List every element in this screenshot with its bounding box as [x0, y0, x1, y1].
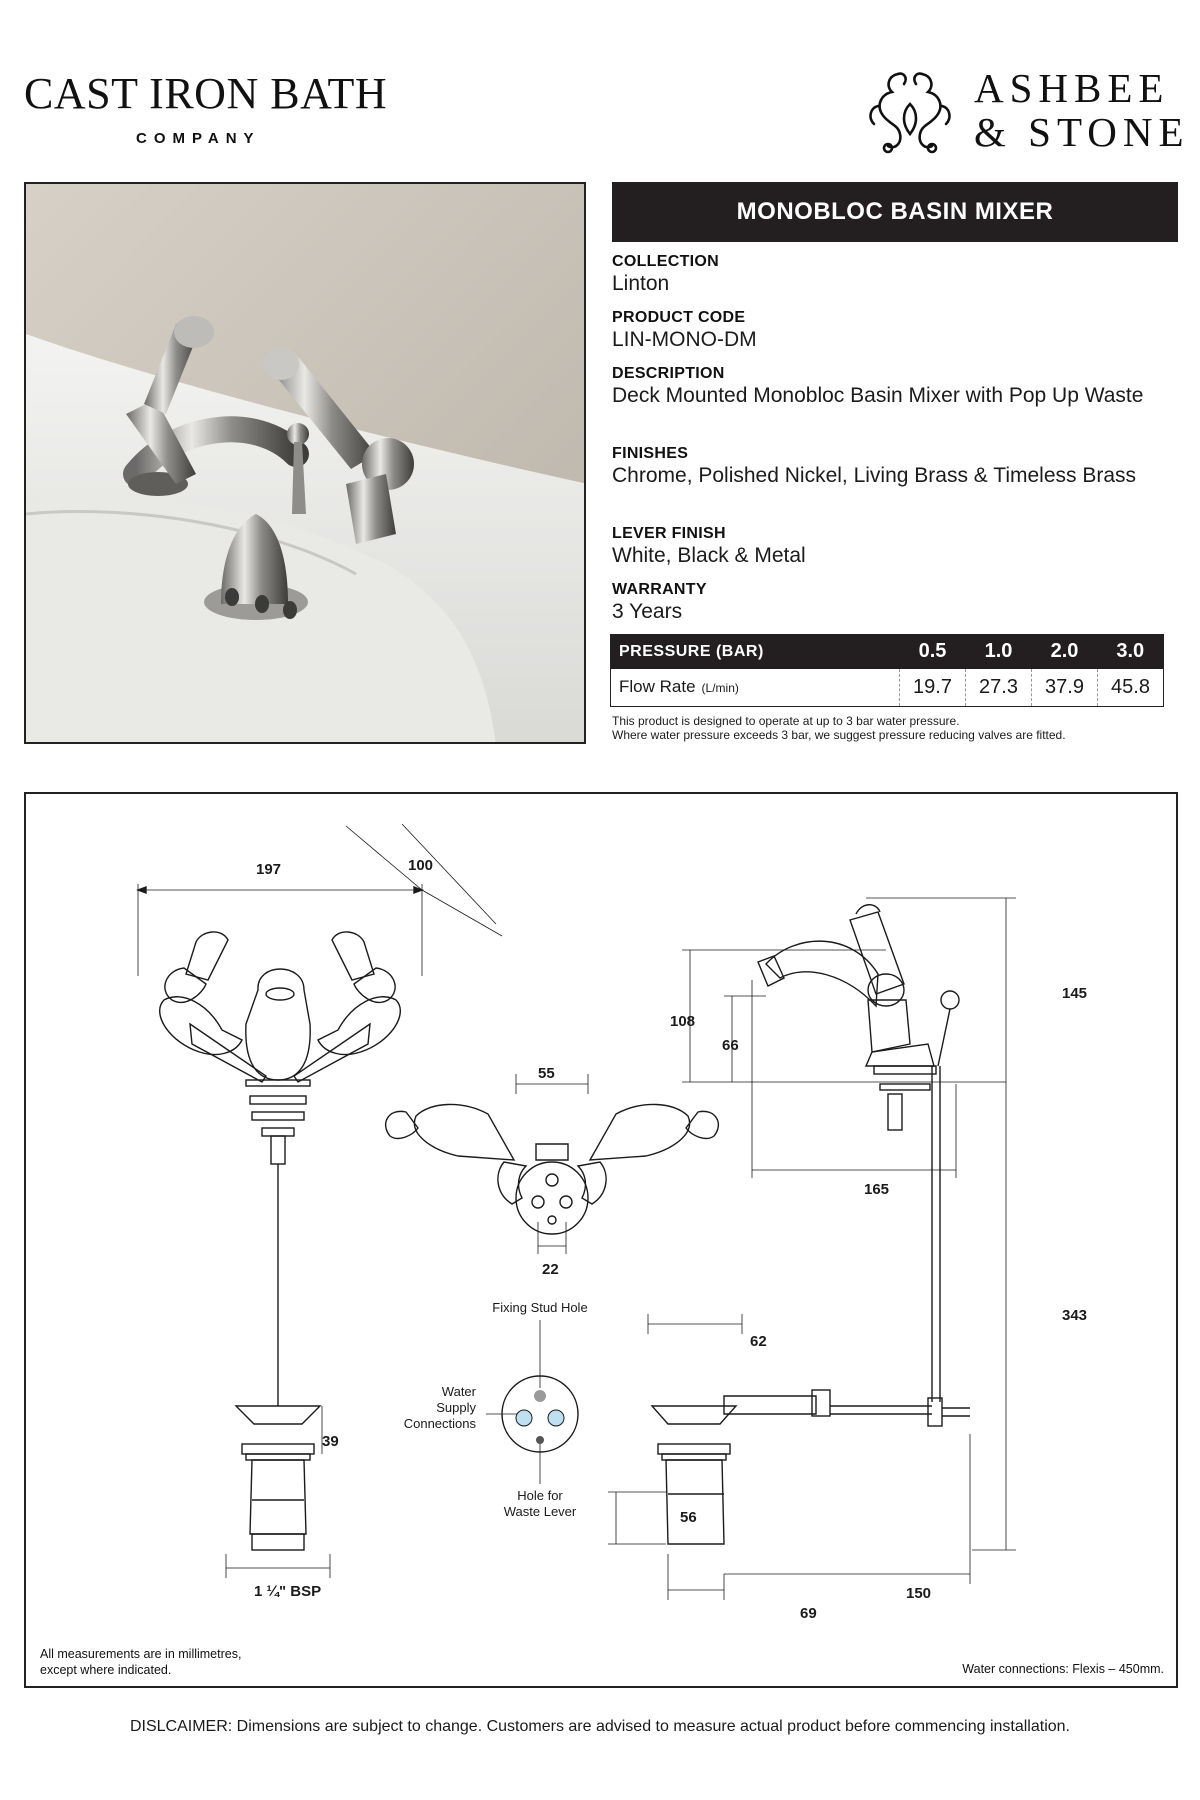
- label-waste-1: Hole for: [517, 1488, 563, 1503]
- seahorse-emblem-icon: [862, 64, 958, 160]
- front-view: [138, 824, 502, 1578]
- top-view: [386, 1074, 719, 1254]
- dim-145: 145: [1062, 985, 1088, 1002]
- spec-value: 3 Years: [612, 600, 683, 623]
- flow-rate-value: 37.9: [1032, 669, 1098, 707]
- measurement-note-line2: except where indicated.: [40, 1663, 172, 1677]
- pressure-value: 3.0: [1098, 635, 1164, 669]
- flow-rate-value: 45.8: [1098, 669, 1164, 707]
- pressure-value: 0.5: [900, 635, 966, 669]
- dim-22: 22: [542, 1261, 559, 1278]
- pressure-value: 2.0: [1032, 635, 1098, 669]
- label-fixing-stud: Fixing Stud Hole: [492, 1300, 588, 1315]
- dim-bsp: 1 ¼" BSP: [254, 1583, 322, 1600]
- dim-56: 56: [680, 1509, 697, 1526]
- pressure-table: [610, 634, 1164, 707]
- spec-label: PRODUCT CODE: [612, 309, 746, 326]
- flow-rate-label: [611, 669, 900, 707]
- spec-label: DESCRIPTION: [612, 365, 725, 382]
- spec-product-code: [612, 308, 1178, 352]
- dim-62: 62: [750, 1333, 767, 1350]
- product-photo: [24, 182, 586, 744]
- cast-iron-bath-logo: [24, 69, 404, 147]
- spec-lever-finish: [612, 524, 1178, 568]
- dim-100: 100: [408, 857, 434, 874]
- dim-39: 39: [322, 1433, 339, 1450]
- spec-finishes: [612, 444, 1178, 488]
- product-title: MONOBLOC BASIN MIXER: [612, 182, 1178, 242]
- spec-value: White, Black & Metal: [612, 544, 806, 567]
- pressure-note-1: This product is designed to operate at up to 3 bar water pressure.: [612, 714, 960, 728]
- flow-rate-value: 27.3: [966, 669, 1032, 707]
- dim-55: 55: [538, 1065, 555, 1082]
- disclaimer: DISLCAIMER: Dimensions are subject to change. Customers are advised to measure actual product before commencing installation.: [129, 1718, 1070, 1735]
- supply-dot: [516, 1410, 532, 1426]
- spec-collection: [612, 252, 1178, 296]
- pressure-header-label: PRESSURE (BAR): [611, 635, 900, 669]
- flow-rate-unit: (L/min): [701, 681, 739, 696]
- spec-value: Chrome, Polished Nickel, Living Brass & Timeless Brass: [612, 464, 1137, 487]
- dim-197: 197: [256, 861, 282, 878]
- measurement-note: [40, 1646, 241, 1678]
- spec-label: COLLECTION: [612, 253, 719, 270]
- dim-108: 108: [670, 1013, 696, 1030]
- water-connections-note: Water connections: Flexis – 450mm.: [962, 1662, 1164, 1676]
- side-view: [608, 898, 1016, 1600]
- spec-value: Deck Mounted Monobloc Basin Mixer with Pop Up Waste: [612, 384, 1144, 407]
- ashbee-stone-logo: [862, 60, 1190, 160]
- brand-line2: & STONE: [974, 109, 1190, 155]
- fixing-stud-dot: [534, 1390, 546, 1402]
- label-waste-2: Waste Lever: [503, 1504, 577, 1519]
- flow-rate-value: 19.7: [900, 669, 966, 707]
- drawing-canvas: [26, 794, 1176, 1686]
- brand-line1: ASHBEE: [974, 65, 1170, 111]
- spec-value: LIN-MONO-DM: [612, 328, 757, 351]
- flow-rate-row: [611, 669, 1164, 707]
- spec-warranty: [612, 580, 1178, 624]
- spec-label: FINISHES: [612, 445, 689, 462]
- supply-dot: [548, 1410, 564, 1426]
- dim-66: 66: [722, 1037, 739, 1054]
- pressure-value: 1.0: [966, 635, 1032, 669]
- spec-label: LEVER FINISH: [612, 525, 726, 542]
- label-water-2: Supply: [436, 1400, 476, 1415]
- dim-69: 69: [800, 1605, 817, 1622]
- spec-label: WARRANTY: [612, 581, 707, 598]
- brand-sub: COMPANY: [136, 130, 261, 147]
- label-water-1: Water: [441, 1384, 476, 1399]
- technical-drawing: [24, 792, 1178, 1688]
- label-water-3: Connections: [403, 1416, 476, 1431]
- pressure-header-row: [611, 635, 1164, 669]
- spec-description: [612, 364, 1178, 408]
- waste-lever-dot: [536, 1436, 544, 1444]
- spec-value: Linton: [612, 272, 670, 295]
- connection-diagram: [486, 1320, 578, 1484]
- dim-343: 343: [1062, 1307, 1088, 1324]
- brand-name: CAST IRON BATH: [24, 69, 388, 118]
- flow-rate-label-text: Flow Rate: [619, 677, 696, 697]
- measurement-note-line1: All measurements are in millimetres,: [40, 1647, 242, 1661]
- pressure-note-2: Where water pressure exceeds 3 bar, we suggest pressure reducing valves are fitted.: [612, 728, 1066, 742]
- dim-165: 165: [864, 1181, 890, 1198]
- dim-150: 150: [906, 1585, 932, 1602]
